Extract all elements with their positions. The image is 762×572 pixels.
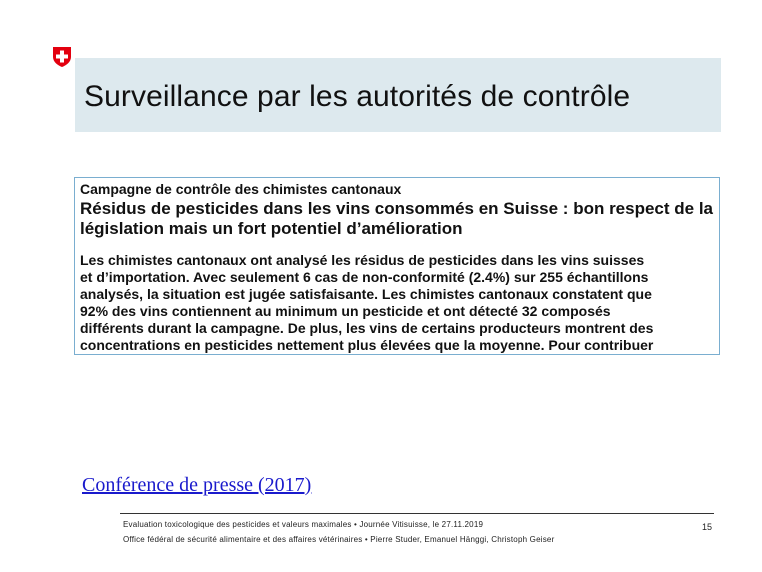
clipping-body-line: et d’importation. Avec seulement 6 cas de non-conformité (2.4%) sur 255 échantillons [80, 269, 649, 285]
clipping-headline: Résidus de pesticides dans les vins consommés en Suisse : bon respect de la législation mais un fort potentiel d’amélioration [80, 199, 714, 238]
page-number: 15 [702, 522, 713, 532]
clipping-body-line: analysés, la situation est jugée satisfaisante. Les chimistes cantonaux constatent que [80, 286, 652, 302]
clipping-body-line: 92% des vins contiennent au minimum un pesticide et ont détecté 32 composés [80, 303, 611, 319]
slide-title: Surveillance par les autorités de contrôle [84, 80, 631, 113]
press-clipping [74, 177, 720, 355]
swiss-cross-icon [51, 46, 73, 68]
footer-event-line: Evaluation toxicologique des pesticides et valeurs maximales • Journée Vitisuisse, le 27.11.2019 [123, 520, 484, 529]
press-conference-link[interactable]: Conférence de presse (2017) [82, 474, 312, 496]
footer-authors-line: Office fédéral de sécurité alimentaire et des affaires vétérinaires • Pierre Studer, Emanuel Hänggi, Christoph Geiser [123, 535, 555, 544]
title-band [75, 58, 721, 132]
footer-divider [120, 513, 714, 514]
clipping-kicker: Campagne de contrôle des chimistes cantonaux [80, 181, 402, 197]
clipping-body-line: différents durant la campagne. De plus, les vins de certains producteurs montrent des [80, 320, 654, 336]
clipping-body-line: concentrations en pesticides nettement plus élevées que la moyenne. Pour contribuer [80, 337, 654, 353]
clipping-body-line: Les chimistes cantonaux ont analysé les résidus de pesticides dans les vins suisses [80, 252, 645, 268]
